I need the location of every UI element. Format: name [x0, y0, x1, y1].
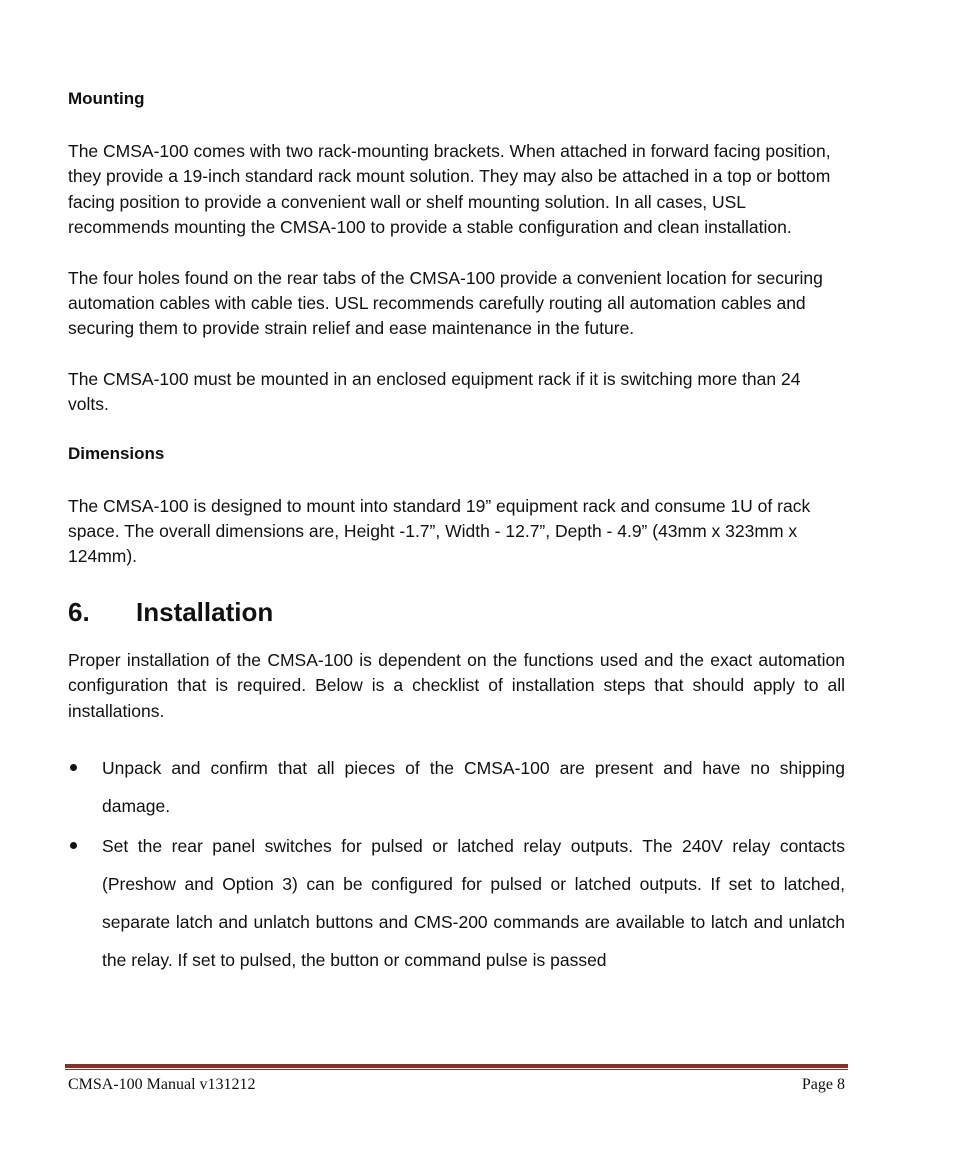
mounting-paragraph-3: The CMSA-100 must be mounted in an enclosed equipment rack if it is switching more than 24 volts. — [68, 368, 801, 415]
mounting-paragraph-1: The CMSA-100 comes with two rack-mounting brackets. When attached in forward facing position, they provide a 19-inch standard rack mount solution. They may also be attached in a top or bottom facing position to provide a convenient wall or shelf mounting solution. In all cases, USL recommends mounting the CMSA-100 to provide a stable configuration and clean installation. — [68, 141, 831, 238]
bullet-icon — [70, 842, 77, 849]
footer-rule — [65, 1064, 848, 1068]
footer-manual-title: CMSA-100 Manual v131212 — [68, 1076, 256, 1093]
section-number: 6. — [68, 596, 90, 627]
installation-heading — [68, 595, 845, 629]
list-item — [68, 749, 845, 825]
installation-intro: Proper installation of the CMSA-100 is dependent on the functions used and the exact automation configuration that is required. Below is a checklist of installation steps that should apply to all installations. — [68, 649, 845, 721]
list-item-text: Set the rear panel switches for pulsed or latched relay outputs. The 240V relay contacts (Preshow and Option 3) can be configured for pulsed or latched outputs. If set to latched, separate latch and unlatch buttons and CMS-200 commands are available to latch and unlatch the relay. If set to pulsed, the button or command pulse is passed — [102, 836, 845, 971]
section-title: Installation — [136, 596, 274, 627]
footer-page-number: Page 8 — [801, 1076, 845, 1093]
mounting-paragraph-2: The four holes found on the rear tabs of the CMSA-100 provide a convenient location for securing automation cables with cable ties. USL recommends carefully routing all automation cables and securing them to provide strain relief and ease maintenance in the future. — [68, 267, 823, 339]
list-item-text: Unpack and confirm that all pieces of the CMSA-100 are present and have no shipping damage. — [102, 758, 845, 817]
installation-checklist — [68, 749, 845, 979]
dimensions-heading: Dimensions — [68, 443, 165, 463]
page-footer — [68, 1074, 845, 1096]
bullet-icon — [70, 764, 77, 771]
list-item — [68, 827, 845, 979]
dimensions-paragraph: The CMSA-100 is designed to mount into standard 19” equipment rack and consume 1U of rack space. The overall dimensions are, Height -1.7”, Width - 12.7”, Depth - 4.9” (43mm x 323mm x 124mm). — [68, 495, 811, 567]
document-page — [68, 88, 845, 981]
footer-rule-thin — [65, 1069, 848, 1070]
mounting-heading: Mounting — [68, 89, 145, 108]
